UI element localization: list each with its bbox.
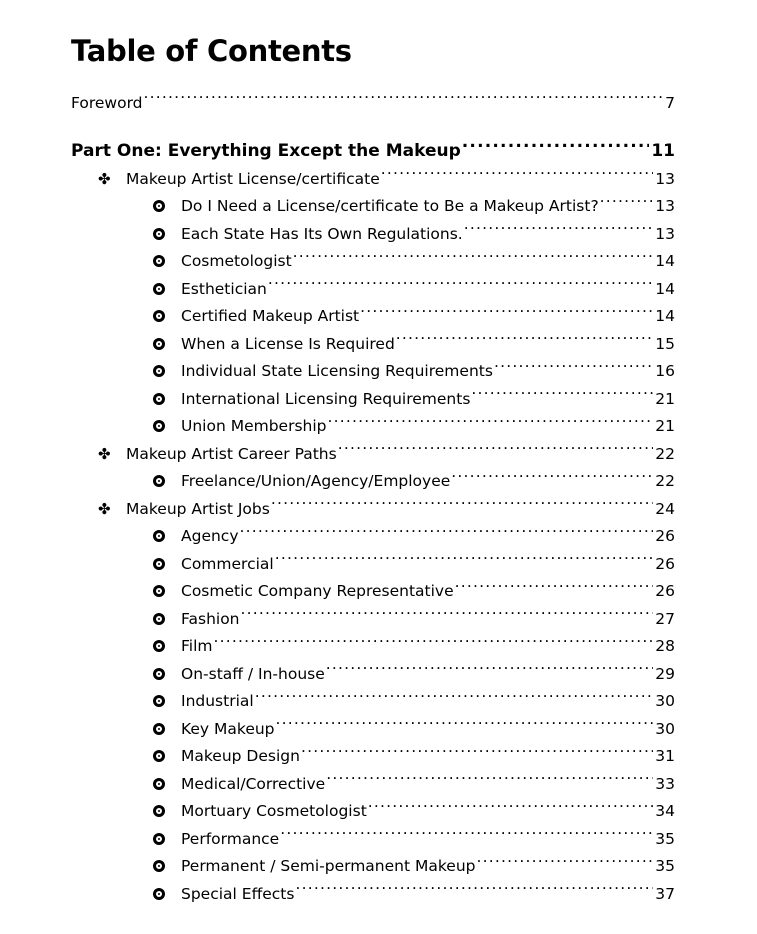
circle-bullet-icon bbox=[153, 283, 165, 295]
dot-leader bbox=[477, 844, 654, 872]
toc-item-page: 35 bbox=[655, 829, 675, 848]
toc-section[interactable] bbox=[71, 431, 675, 463]
toc-item-page: 22 bbox=[655, 472, 675, 490]
dot-leader bbox=[464, 211, 654, 239]
toc-section-label: Makeup Artist Jobs bbox=[126, 499, 270, 518]
dot-leader bbox=[368, 789, 654, 817]
toc-item-label: Special Effects bbox=[181, 884, 295, 903]
toc-item-label: Industrial bbox=[181, 692, 254, 710]
circle-bullet-icon bbox=[153, 668, 165, 680]
circle-bullet-icon bbox=[153, 750, 165, 762]
four-petal-bullet-icon: ✤ bbox=[98, 499, 111, 518]
toc-item[interactable] bbox=[71, 541, 675, 573]
circle-bullet-icon bbox=[153, 833, 165, 845]
circle-bullet-icon bbox=[153, 255, 165, 267]
dot-leader bbox=[360, 294, 653, 322]
dot-leader bbox=[451, 459, 653, 487]
circle-bullet-icon bbox=[153, 338, 165, 350]
toc-entry-label: Foreword bbox=[71, 93, 143, 112]
circle-bullet-icon bbox=[153, 558, 165, 570]
toc-item[interactable] bbox=[71, 624, 675, 655]
toc-item-label: Medical/Corrective bbox=[181, 774, 326, 793]
toc-item[interactable] bbox=[71, 871, 675, 903]
toc-item-label: Esthetician bbox=[181, 279, 267, 298]
toc-item-page: 30 bbox=[655, 692, 675, 710]
dot-leader bbox=[293, 239, 654, 267]
toc-item[interactable] bbox=[71, 569, 675, 600]
toc-item-label: Each State Has Its Own Regulations. bbox=[181, 224, 463, 243]
toc-item-page: 14 bbox=[655, 252, 675, 270]
toc-item-label: Cosmetic Company Representative bbox=[181, 582, 454, 600]
dot-leader bbox=[240, 514, 654, 542]
circle-bullet-icon bbox=[153, 695, 165, 707]
dot-leader bbox=[455, 569, 654, 597]
circle-bullet-icon bbox=[153, 200, 165, 212]
circle-bullet-icon bbox=[153, 585, 165, 597]
toc-item-page: 37 bbox=[655, 884, 675, 903]
toc-section-label: Makeup Artist License/certificate bbox=[126, 169, 380, 188]
toc-part-label: Part One: Everything Except the Makeup bbox=[71, 141, 461, 161]
toc-item-page: 14 bbox=[655, 307, 675, 325]
dot-leader bbox=[462, 129, 650, 157]
circle-bullet-icon bbox=[153, 805, 165, 817]
toc-item[interactable] bbox=[71, 321, 675, 353]
toc-item-label: International Licensing Requirements bbox=[181, 389, 471, 408]
toc-item-label: Freelance/Union/Agency/Employee bbox=[181, 472, 451, 490]
toc-item-page: 14 bbox=[655, 279, 675, 298]
toc-item-label: Commercial bbox=[181, 554, 274, 573]
toc-item-label: Performance bbox=[181, 829, 280, 848]
toc-item-page: 30 bbox=[655, 719, 675, 738]
toc-item-page: 26 bbox=[655, 527, 675, 545]
toc-item-page: 13 bbox=[655, 224, 675, 243]
dot-leader bbox=[600, 184, 654, 212]
toc-page bbox=[71, 28, 675, 903]
dot-leader bbox=[280, 816, 653, 844]
toc-item-page: 28 bbox=[655, 637, 675, 655]
toc-item-label: Union Membership bbox=[181, 417, 327, 435]
dot-leader bbox=[396, 321, 653, 349]
circle-bullet-icon bbox=[153, 393, 165, 405]
toc-item[interactable] bbox=[71, 266, 675, 298]
toc-item-label: Cosmetologist bbox=[181, 252, 292, 270]
toc-item[interactable] bbox=[71, 651, 675, 683]
dot-leader bbox=[328, 404, 654, 432]
toc-part-one[interactable] bbox=[71, 129, 675, 161]
circle-bullet-icon bbox=[153, 310, 165, 322]
circle-bullet-icon bbox=[153, 723, 165, 735]
toc-item-page: 13 bbox=[655, 197, 675, 215]
toc-item[interactable] bbox=[71, 734, 675, 765]
dot-leader bbox=[271, 486, 653, 514]
dot-leader bbox=[471, 376, 653, 404]
circle-bullet-icon bbox=[153, 860, 165, 872]
dot-leader bbox=[276, 706, 654, 734]
circle-bullet-icon bbox=[153, 365, 165, 377]
toc-item-label: Agency bbox=[181, 527, 239, 545]
toc-item-page: 27 bbox=[655, 609, 675, 628]
dot-leader bbox=[338, 431, 654, 459]
toc-sections bbox=[71, 156, 675, 903]
circle-bullet-icon bbox=[153, 530, 165, 542]
toc-item-page: 26 bbox=[655, 582, 675, 600]
toc-item-label: Makeup Design bbox=[181, 747, 300, 765]
toc-item[interactable] bbox=[71, 816, 675, 848]
toc-item[interactable] bbox=[71, 239, 675, 270]
toc-item-page: 15 bbox=[655, 334, 675, 353]
toc-section-page: 24 bbox=[655, 499, 675, 518]
dot-leader bbox=[295, 871, 653, 899]
dot-leader bbox=[214, 624, 654, 652]
dot-leader bbox=[381, 156, 654, 184]
circle-bullet-icon bbox=[153, 778, 165, 790]
toc-section[interactable] bbox=[71, 486, 675, 518]
toc-item[interactable] bbox=[71, 706, 675, 738]
circle-bullet-icon bbox=[153, 613, 165, 625]
dot-leader bbox=[275, 541, 654, 569]
dot-leader bbox=[301, 734, 653, 762]
toc-item[interactable] bbox=[71, 596, 675, 628]
toc-item-label: Mortuary Cosmetologist bbox=[181, 802, 367, 820]
toc-item[interactable] bbox=[71, 761, 675, 793]
toc-item-label: On-staff / In-house bbox=[181, 664, 325, 683]
dot-leader bbox=[255, 679, 654, 707]
four-petal-bullet-icon: ✤ bbox=[98, 444, 111, 463]
toc-item-page: 34 bbox=[655, 802, 675, 820]
toc-item-page: 33 bbox=[655, 774, 675, 793]
toc-item[interactable] bbox=[71, 844, 675, 875]
dot-leader bbox=[144, 80, 664, 108]
toc-item-label: Film bbox=[181, 637, 213, 655]
toc-item-label: When a License Is Required bbox=[181, 334, 395, 353]
dot-leader bbox=[494, 349, 653, 377]
toc-section-page: 22 bbox=[655, 444, 675, 463]
toc-entry-page: 7 bbox=[665, 93, 675, 112]
page-title: Table of Contents bbox=[71, 34, 352, 68]
circle-bullet-icon bbox=[153, 228, 165, 240]
toc-item-page: 29 bbox=[655, 664, 675, 683]
circle-bullet-icon bbox=[153, 420, 165, 432]
toc-item-label: Permanent / Semi-permanent Makeup bbox=[181, 857, 476, 875]
dot-leader bbox=[268, 266, 653, 294]
toc-entry-foreword[interactable] bbox=[71, 80, 675, 112]
toc-item-label: Key Makeup bbox=[181, 719, 275, 738]
toc-section-page: 13 bbox=[655, 169, 675, 188]
toc-item-page: 21 bbox=[655, 389, 675, 408]
toc-item-label: Certified Makeup Artist bbox=[181, 307, 360, 325]
toc-item-label: Individual State Licensing Requirements bbox=[181, 362, 493, 380]
toc-item[interactable] bbox=[71, 789, 675, 820]
toc-item-page: 31 bbox=[655, 747, 675, 765]
toc-item[interactable] bbox=[71, 404, 675, 435]
toc-item-label: Do I Need a License/certificate to Be a Makeup Artist? bbox=[181, 197, 599, 215]
toc-item-page: 16 bbox=[655, 362, 675, 380]
toc-part-page: 11 bbox=[651, 141, 675, 161]
toc-section-label: Makeup Artist Career Paths bbox=[126, 444, 337, 463]
toc-item[interactable] bbox=[71, 294, 675, 325]
dot-leader bbox=[326, 651, 654, 679]
toc-item[interactable] bbox=[71, 679, 675, 710]
circle-bullet-icon bbox=[153, 888, 165, 900]
circle-bullet-icon bbox=[153, 475, 165, 487]
toc-item-page: 26 bbox=[655, 554, 675, 573]
toc-item-page: 35 bbox=[655, 857, 675, 875]
dot-leader bbox=[326, 761, 653, 789]
four-petal-bullet-icon: ✤ bbox=[98, 169, 111, 188]
toc-item-label: Fashion bbox=[181, 609, 240, 628]
dot-leader bbox=[241, 596, 654, 624]
circle-bullet-icon bbox=[153, 640, 165, 652]
toc-item-page: 21 bbox=[655, 417, 675, 435]
